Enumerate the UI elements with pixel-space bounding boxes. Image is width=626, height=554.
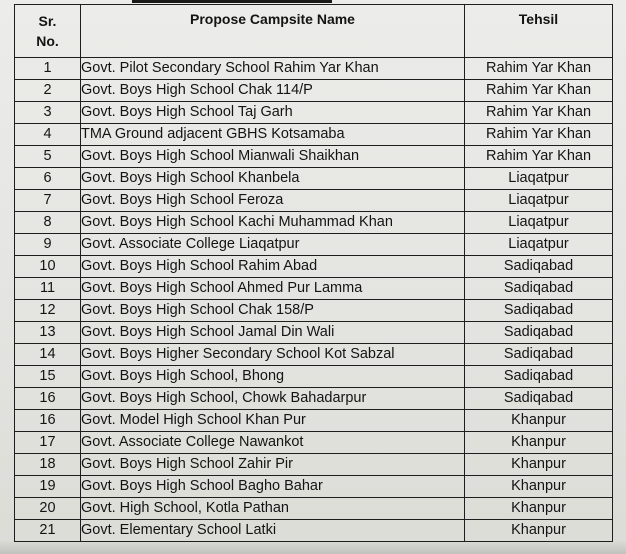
- campsite-name-cell: Govt. Boys High School Feroza: [81, 190, 465, 212]
- header-sr-line2: No.: [36, 33, 59, 49]
- campsite-name-cell: Govt. Boys High School Chak 114/P: [81, 80, 465, 102]
- sr-cell: 10: [15, 256, 81, 278]
- sr-cell: 2: [15, 80, 81, 102]
- table-row: [15, 58, 613, 80]
- table-row: [15, 454, 613, 476]
- sr-cell: 21: [15, 520, 81, 542]
- sr-cell: 3: [15, 102, 81, 124]
- header-sr-no: [15, 5, 81, 58]
- campsite-name-cell: Govt. Boys High School Zahir Pir: [81, 454, 465, 476]
- tehsil-cell: Liaqatpur: [465, 212, 613, 234]
- table-row: [15, 80, 613, 102]
- campsite-name-cell: Govt. Boys High School Rahim Abad: [81, 256, 465, 278]
- header-row: [15, 5, 613, 58]
- sr-cell: 4: [15, 124, 81, 146]
- tehsil-cell: Khanpur: [465, 476, 613, 498]
- campsite-name-cell: Govt. Boys High School Jamal Din Wali: [81, 322, 465, 344]
- table-row: [15, 278, 613, 300]
- sr-cell: 20: [15, 498, 81, 520]
- sr-cell: 12: [15, 300, 81, 322]
- campsite-name-cell: Govt. Boys High School, Bhong: [81, 366, 465, 388]
- campsite-name-cell: Govt. Model High School Khan Pur: [81, 410, 465, 432]
- sr-cell: 17: [15, 432, 81, 454]
- sr-cell: 9: [15, 234, 81, 256]
- campsite-table: [14, 4, 613, 542]
- tehsil-cell: Sadiqabad: [465, 322, 613, 344]
- campsite-name-cell: Govt. Boys High School Mianwali Shaikhan: [81, 146, 465, 168]
- tehsil-cell: Sadiqabad: [465, 300, 613, 322]
- campsite-name-cell: Govt. High School, Kotla Pathan: [81, 498, 465, 520]
- sr-cell: 15: [15, 366, 81, 388]
- tehsil-cell: Rahim Yar Khan: [465, 58, 613, 80]
- tehsil-cell: Khanpur: [465, 410, 613, 432]
- tehsil-cell: Sadiqabad: [465, 256, 613, 278]
- tehsil-cell: Sadiqabad: [465, 344, 613, 366]
- tehsil-cell: Liaqatpur: [465, 168, 613, 190]
- campsite-name-cell: Govt. Elementary School Latki: [81, 520, 465, 542]
- sr-cell: 16: [15, 388, 81, 410]
- tehsil-cell: Khanpur: [465, 454, 613, 476]
- tehsil-cell: Rahim Yar Khan: [465, 102, 613, 124]
- sr-cell: 6: [15, 168, 81, 190]
- table-row: [15, 344, 613, 366]
- table-row: [15, 366, 613, 388]
- tehsil-cell: Liaqatpur: [465, 234, 613, 256]
- tehsil-cell: Liaqatpur: [465, 190, 613, 212]
- campsite-name-cell: Govt. Associate College Liaqatpur: [81, 234, 465, 256]
- sr-cell: 7: [15, 190, 81, 212]
- campsite-name-cell: Govt. Boys High School Bagho Bahar: [81, 476, 465, 498]
- sr-cell: 18: [15, 454, 81, 476]
- sr-cell: 5: [15, 146, 81, 168]
- campsite-name-cell: Govt. Boys High School Khanbela: [81, 168, 465, 190]
- table-row: [15, 212, 613, 234]
- table-row: [15, 146, 613, 168]
- table-row: [15, 190, 613, 212]
- campsite-name-cell: Govt. Boys Higher Secondary School Kot Sabzal: [81, 344, 465, 366]
- table-row: [15, 300, 613, 322]
- top-rule: [132, 0, 332, 3]
- table-row: [15, 102, 613, 124]
- campsite-name-cell: Govt. Boys High School, Chowk Bahadarpur: [81, 388, 465, 410]
- campsite-name-cell: Govt. Boys High School Taj Garh: [81, 102, 465, 124]
- tehsil-cell: Sadiqabad: [465, 278, 613, 300]
- table-row: [15, 234, 613, 256]
- table-row: [15, 410, 613, 432]
- tehsil-cell: Rahim Yar Khan: [465, 124, 613, 146]
- table-row: [15, 520, 613, 542]
- campsite-name-cell: Govt. Pilot Secondary School Rahim Yar Khan: [81, 58, 465, 80]
- tehsil-cell: Khanpur: [465, 498, 613, 520]
- table-row: [15, 498, 613, 520]
- table-row: [15, 256, 613, 278]
- table-row: [15, 322, 613, 344]
- table-row: [15, 124, 613, 146]
- table-row: [15, 388, 613, 410]
- header-tehsil: Tehsil: [465, 5, 613, 58]
- campsite-name-cell: Govt. Boys High School Chak 158/P: [81, 300, 465, 322]
- campsite-name-cell: Govt. Associate College Nawankot: [81, 432, 465, 454]
- sr-cell: 11: [15, 278, 81, 300]
- tehsil-cell: Khanpur: [465, 520, 613, 542]
- header-campsite-name: Propose Campsite Name: [81, 5, 465, 58]
- sr-cell: 13: [15, 322, 81, 344]
- table-row: [15, 168, 613, 190]
- campsite-name-cell: Govt. Boys High School Ahmed Pur Lamma: [81, 278, 465, 300]
- tehsil-cell: Sadiqabad: [465, 366, 613, 388]
- tehsil-cell: Sadiqabad: [465, 388, 613, 410]
- sr-cell: 1: [15, 58, 81, 80]
- header-sr-line1: Sr.: [38, 13, 57, 29]
- table-row: [15, 476, 613, 498]
- sr-cell: 14: [15, 344, 81, 366]
- table-body: [15, 58, 613, 542]
- table-row: [15, 432, 613, 454]
- tehsil-cell: Rahim Yar Khan: [465, 80, 613, 102]
- page-shadow: [0, 540, 626, 554]
- sr-cell: 16: [15, 410, 81, 432]
- sr-cell: 19: [15, 476, 81, 498]
- campsite-name-cell: Govt. Boys High School Kachi Muhammad Khan: [81, 212, 465, 234]
- sr-cell: 8: [15, 212, 81, 234]
- tehsil-cell: Khanpur: [465, 432, 613, 454]
- tehsil-cell: Rahim Yar Khan: [465, 146, 613, 168]
- campsite-name-cell: TMA Ground adjacent GBHS Kotsamaba: [81, 124, 465, 146]
